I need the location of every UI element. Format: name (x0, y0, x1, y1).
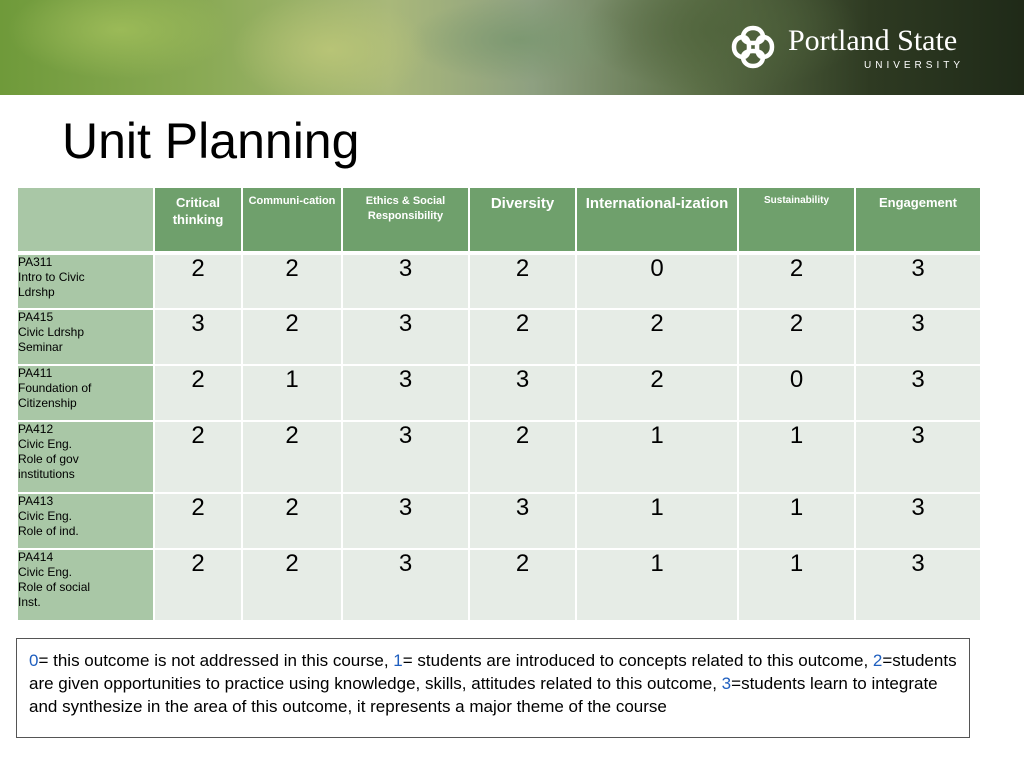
legend-number-0: 0 (29, 651, 39, 670)
legend-text-0: = this outcome is not addressed in this course, (38, 651, 394, 670)
outcome-value-cell: 2 (576, 309, 738, 365)
outcome-value-cell: 3 (154, 309, 242, 365)
course-name-line: Role of gov (18, 452, 79, 466)
outcomes-table (16, 186, 982, 622)
course-name-line: Seminar (18, 340, 63, 354)
table-body (17, 253, 981, 621)
outcome-value-cell: 1 (576, 421, 738, 493)
outcome-value-cell: 1 (738, 421, 855, 493)
outcome-value-cell: 3 (855, 549, 981, 621)
course-cell (17, 309, 154, 365)
logo-name: Portland State (788, 24, 958, 57)
course-name-line: Civic Eng. (18, 437, 73, 451)
course-cell (17, 365, 154, 421)
course-code: PA413 (18, 494, 54, 508)
legend-text-2: =students are given opportunities to practice using knowledge, skills, attitudes related to this outcome, (29, 651, 957, 693)
course-name-line: Ldrshp (18, 285, 55, 299)
course-code: PA412 (18, 422, 54, 436)
outcome-value-cell: 2 (469, 309, 576, 365)
header-sustainability: Sustainability (738, 187, 855, 253)
course-code: PA411 (18, 366, 53, 380)
outcome-value-cell: 1 (576, 493, 738, 549)
outcome-value-cell: 1 (242, 365, 342, 421)
course-name-line: institutions (18, 467, 75, 481)
outcome-value-cell: 2 (154, 421, 242, 493)
outcome-value-cell: 2 (469, 253, 576, 309)
outcome-value-cell: 0 (576, 253, 738, 309)
legend-number-2: 2 (872, 651, 883, 670)
outcome-value-cell: 2 (154, 253, 242, 309)
outcome-value-cell: 2 (469, 549, 576, 621)
psu-knot-icon (728, 22, 778, 72)
course-code: PA415 (18, 310, 54, 324)
course-name-line: Intro to Civic (18, 270, 85, 284)
outcome-value-cell: 2 (738, 309, 855, 365)
outcome-value-cell: 2 (242, 309, 342, 365)
course-name-line: Civic Eng. (18, 509, 73, 523)
course-name-line: Citizenship (18, 396, 77, 410)
outcome-value-cell: 2 (738, 253, 855, 309)
table-row (17, 365, 981, 421)
psu-logo (728, 22, 990, 76)
header-internationalization: International-ization (576, 187, 738, 253)
outcome-value-cell: 2 (242, 549, 342, 621)
course-code: PA414 (18, 550, 54, 564)
legend-number-3: 3 (721, 674, 732, 693)
legend-box (16, 638, 970, 738)
header-critical-thinking: Critical thinking (154, 187, 242, 253)
course-cell (17, 549, 154, 621)
outcome-value-cell: 3 (342, 493, 469, 549)
outcome-value-cell: 3 (469, 365, 576, 421)
outcome-value-cell: 3 (469, 493, 576, 549)
outcome-value-cell: 3 (342, 549, 469, 621)
header-row (17, 187, 981, 253)
outcome-value-cell: 3 (342, 253, 469, 309)
course-cell (17, 253, 154, 309)
outcome-value-cell: 1 (576, 549, 738, 621)
course-name-line: Civic Ldrshp (18, 325, 85, 339)
table-row (17, 309, 981, 365)
outcome-value-cell: 2 (242, 421, 342, 493)
table-row (17, 253, 981, 309)
header-diversity: Diversity (469, 187, 576, 253)
course-cell (17, 421, 154, 493)
legend-text-3: =students learn to integrate and synthesize in the area of this outcome, it represents a major theme of the course (29, 674, 938, 716)
course-name-line: Foundation of (18, 381, 92, 395)
header-corner (17, 187, 154, 253)
course-name-line: Role of ind. (18, 524, 79, 538)
outcome-value-cell: 1 (738, 493, 855, 549)
header-ethics: Ethics & Social Responsibility (342, 187, 469, 253)
legend-number-1: 1 (393, 651, 403, 670)
outcome-value-cell: 3 (855, 309, 981, 365)
outcome-value-cell: 3 (342, 365, 469, 421)
course-code: PA311 (18, 255, 53, 269)
outcome-value-cell: 2 (242, 493, 342, 549)
outcome-value-cell: 2 (154, 493, 242, 549)
header-communication: Communi-cation (242, 187, 342, 253)
outcome-value-cell: 2 (469, 421, 576, 493)
outcome-value-cell: 3 (855, 253, 981, 309)
logo-subtitle: UNIVERSITY (864, 60, 965, 71)
course-name-line: Inst. (18, 595, 41, 609)
legend-text-1: = students are introduced to concepts related to this outcome, (402, 651, 873, 670)
table-row (17, 549, 981, 621)
outcome-value-cell: 2 (576, 365, 738, 421)
outcome-value-cell: 2 (154, 549, 242, 621)
header-engagement: Engagement (855, 187, 981, 253)
outcome-value-cell: 1 (738, 549, 855, 621)
table-row (17, 493, 981, 549)
page-title: Unit Planning (62, 113, 360, 169)
course-name-line: Civic Eng. (18, 565, 73, 579)
header-banner (0, 0, 1024, 95)
outcome-value-cell: 3 (342, 309, 469, 365)
table-row (17, 421, 981, 493)
outcome-value-cell: 0 (738, 365, 855, 421)
outcome-value-cell: 3 (855, 421, 981, 493)
outcome-value-cell: 3 (855, 493, 981, 549)
outcome-value-cell: 2 (154, 365, 242, 421)
course-name-line: Role of social (18, 580, 91, 594)
outcome-value-cell: 3 (342, 421, 469, 493)
outcome-value-cell: 2 (242, 253, 342, 309)
course-cell (17, 493, 154, 549)
outcome-value-cell: 3 (855, 365, 981, 421)
